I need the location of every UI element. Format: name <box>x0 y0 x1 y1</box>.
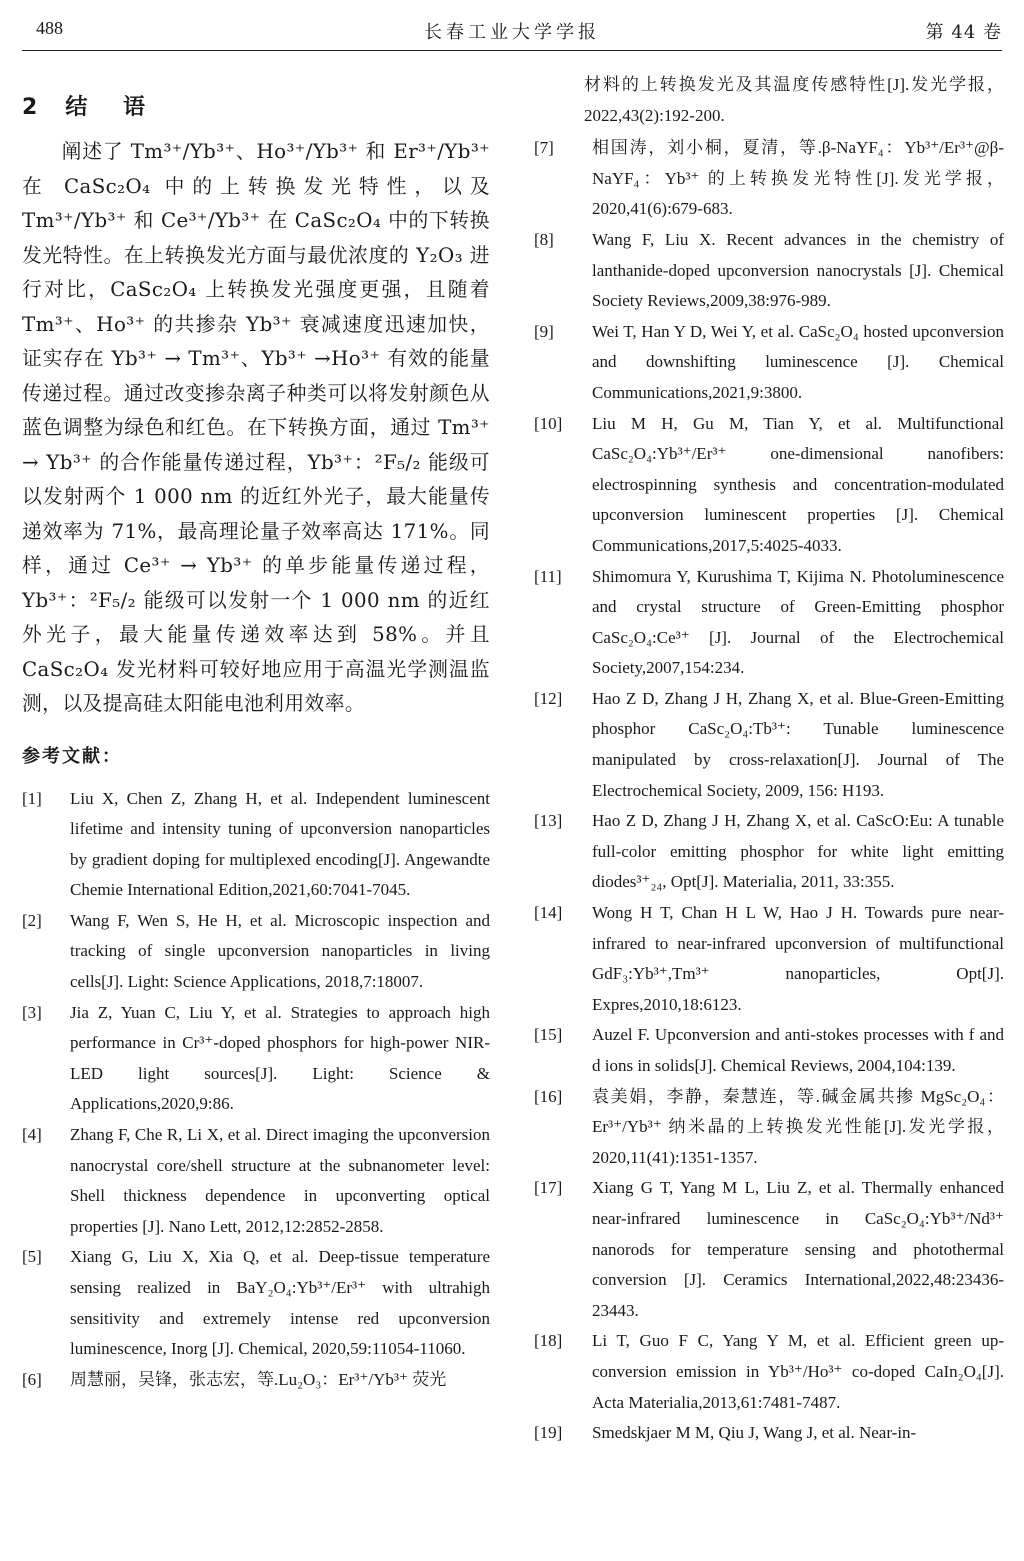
reference-text: Hao Z D, Zhang J H, Zhang X, et al. CaScO:Eu: A tunable full-color emitting phosphor for white light emitting diodes³⁺₂₄, Opt[J]. Materialia, 2011, 33:355. <box>592 811 1004 892</box>
reference-text: Wong H T, Chan H L W, Hao J H. Towards pure near-infrared to near-infrared upconversion of multifunctional GdF₃:Yb³⁺,Tm³⁺ nanoparticles, Opt[J]. Expres,2010,18:6123. <box>592 903 1004 1014</box>
reference-text: Xiang G, Liu X, Xia Q, et al. Deep-tissue temperature sensing realized in BaY₂O₄:Yb³⁺/Er³⁺ with ultrahigh sensitivity and extremely intense red upconversion luminescence, Inorg [J]. Chemical, 2020,59:11054-11060. <box>70 1247 490 1359</box>
reference-number: [17] <box>534 1178 563 1198</box>
running-header <box>22 18 1002 48</box>
reference-text: Wei T, Han Y D, Wei Y, et al. CaSc₂O₄ hosted upconversion and downshifting luminescence [J]. Chemical Communications,2021,9:3800. <box>592 321 1004 402</box>
reference-list-left <box>22 784 490 1396</box>
reference-text: Smedskjaer M M, Qiu J, Wang J, et al. Near-in- <box>592 1423 917 1443</box>
reference-text: Liu X, Chen Z, Zhang H, et al. Independent luminescent lifetime and intensity tuning of upconversion nanoparticles by gradient doping for multiplexed encoding[J]. Angewandte Chemie International Edition,2021,60:7041-7045. <box>70 788 490 900</box>
reference-text: Shimomura Y, Kurushima T, Kijima N. Photoluminescence and crystal structure of Green-Emitting phosphor CaSc₂O₄:Ce³⁺ [J]. Journal of the Electrochemical Society,2007,154:234. <box>592 566 1004 678</box>
reference-number: [14] <box>534 903 563 923</box>
reference-item <box>22 1365 490 1396</box>
reference-continuation: 材料的上转换发光及其温度传感特性[J].发光学报，2022,43(2):192-200. <box>584 75 1004 125</box>
reference-text: 袁美娟，李静，秦慧连，等.碱金属共掺 MgSc₂O₄：Er³⁺/Yb³⁺ 纳米晶的上转换发光性能[J].发光学报，2020,11(41):1351-1357. <box>592 1086 1004 1167</box>
reference-item <box>534 225 1004 317</box>
reference-item <box>534 684 1004 806</box>
reference-item <box>534 409 1004 562</box>
reference-item <box>22 1242 490 1364</box>
volume-label: 第 44 卷 <box>925 22 1002 43</box>
reference-item <box>534 562 1004 684</box>
reference-list-right <box>534 133 1004 1449</box>
reference-text: Jia Z, Yuan C, Liu Y, et al. Strategies to approach high performance in Cr³⁺-doped phosphors for high-power NIR-LED light sources[J]. Light: Science & Applications,2020,9:86. <box>70 1002 490 1114</box>
reference-number: [10] <box>534 413 563 433</box>
reference-item <box>534 1173 1004 1326</box>
page-number: 488 <box>36 18 63 38</box>
reference-number: [19] <box>534 1423 563 1443</box>
reference-text: Zhang F, Che R, Li X, et al. Direct imaging the upconversion nanocrystal core/shell structure at the subnanometer level: Shell thickness dependence in upconverting optical properties [J]. Nano Lett, 2012,12:2852-2858. <box>70 1125 490 1236</box>
section-heading <box>22 90 490 121</box>
reference-number: [15] <box>534 1025 563 1045</box>
journal-name: 长春工业大学学报 <box>424 22 600 43</box>
reference-number: [7] <box>534 138 554 158</box>
reference-item <box>22 784 490 906</box>
header-divider <box>22 50 1002 51</box>
reference-number: [6] <box>22 1369 42 1389</box>
reference-item <box>534 133 1004 225</box>
reference-number: [9] <box>534 321 554 341</box>
reference-number: [18] <box>534 1331 563 1351</box>
reference-text: Wang F, Wen S, He H, et al. Microscopic inspection and tracking of single upconversion nanoparticles in living cells[J]. Light: Science Applications, 2018,7:18007. <box>70 910 490 992</box>
reference-number: [12] <box>534 688 563 708</box>
right-column <box>534 70 1004 1449</box>
reference-number: [16] <box>534 1086 563 1106</box>
reference-text: 周慧丽，吴锋，张志宏，等.Lu₂O₃：Er³⁺/Yb³⁺ 荧光 <box>70 1369 447 1389</box>
reference-item <box>534 1020 1004 1081</box>
reference-item <box>22 998 490 1120</box>
reference-item <box>534 1326 1004 1418</box>
reference-text: Wang F, Liu X. Recent advances in the chemistry of lanthanide-doped upconversion nanocrystals [J]. Chemical Society Reviews,2009,38:976-989. <box>592 229 1004 311</box>
reference-item <box>534 317 1004 409</box>
reference-item <box>22 906 490 998</box>
reference-number: [3] <box>22 1002 42 1022</box>
section-number: 2 <box>22 95 40 120</box>
conclusion-paragraph: 阐述了 Tm³⁺/Yb³⁺、Ho³⁺/Yb³⁺ 和 Er³⁺/Yb³⁺ 在 CaSc₂O₄ 中的上转换发光特性，以及 Tm³⁺/Yb³⁺ 和 Ce³⁺/Yb³⁺ 在 CaSc₂O₄ 中的下转换发光特性。在上转换发光方面与最优浓度的 Y₂O₃ 进行对比，CaSc₂O₄ 上转换发光强度更强，且随着 Tm³⁺、Ho³⁺ 的共掺杂 Yb³⁺ 衰减速度迅速加快，证实存在 Yb³⁺ → Tm³⁺、Yb³⁺ →Ho³⁺ 有效的能量传递过程。通过改变掺杂离子种类可以将发射颜色从蓝色调整为绿色和红色。在下转换方面，通过 Tm³⁺ → Yb³⁺ 的合作能量传递过程，Yb³⁺：²F₅/₂ 能级可以发射两个 1 000 nm 的近红外光子，最大能量传递效率为 71%，最高理论量子效率高达 171%。同样，通过 Ce³⁺ → Yb³⁺ 的单步能量传递过程，Yb³⁺：²F₅/₂ 能级可以发射一个 1 000 nm 的近红外光子，最大能量传递效率达到 58%。并且 CaSc₂O₄ 发光材料可较好地应用于高温光学测温监测，以及提高硅太阳能电池利用效率。 <box>22 140 490 715</box>
reference-text: Xiang G T, Yang M L, Liu Z, et al. Thermally enhanced near-infrared luminescence in CaSc₂O₄:Yb³⁺/Nd³⁺ nanorods for temperature sensing and photothermal conversion [J]. Ceramics International,2022,48:23436-23443. <box>592 1178 1004 1320</box>
reference-item <box>534 1418 1004 1449</box>
reference-number: [8] <box>534 229 554 249</box>
reference-text: Hao Z D, Zhang J H, Zhang X, et al. Blue-Green-Emitting phosphor CaSc₂O₄:Tb³⁺: Tunable luminescence manipulated by cross-relaxation[J]. Journal of The Electrochemical Society, 2009, 156: H193. <box>592 688 1004 800</box>
section-title: 结 语 <box>65 95 159 120</box>
reference-number: [1] <box>22 788 42 808</box>
reference-item <box>534 898 1004 1020</box>
reference-number: [4] <box>22 1125 42 1145</box>
reference-number: [2] <box>22 910 42 930</box>
reference-text: Li T, Guo F C, Yang Y M, et al. Efficient green up-conversion emission in Yb³⁺/Ho³⁺ co-doped CaIn₂O₄[J]. Acta Materialia,2013,61:7481-7487. <box>592 1331 1004 1412</box>
reference-item <box>22 1120 490 1242</box>
reference-text: 相国涛，刘小桐，夏清，等.β-NaYF₄：Yb³⁺/Er³⁺@β-NaYF₄：Yb³⁺ 的上转换发光特性[J].发光学报，2020,41(6):679-683. <box>592 138 1004 219</box>
reference-item <box>534 1082 1004 1174</box>
reference-text: Auzel F. Upconversion and anti-stokes processes with f and d ions in solids[J]. Chemical Reviews, 2004,104:139. <box>592 1025 1004 1075</box>
reference-number: [13] <box>534 811 563 831</box>
references-heading: 参考文献： <box>22 745 122 767</box>
reference-item <box>534 806 1004 898</box>
reference-number: [11] <box>534 566 562 586</box>
left-column <box>22 82 490 1395</box>
reference-number: [5] <box>22 1247 42 1267</box>
reference-text: Liu M H, Gu M, Tian Y, et al. Multifunctional CaSc₂O₄:Yb³⁺/Er³⁺ one-dimensional nanofibers: electrospinning synthesis and concentration-modulated upconversion luminescent properties [J]. Chemical Communications,2017,5:4025-4033. <box>592 413 1004 555</box>
